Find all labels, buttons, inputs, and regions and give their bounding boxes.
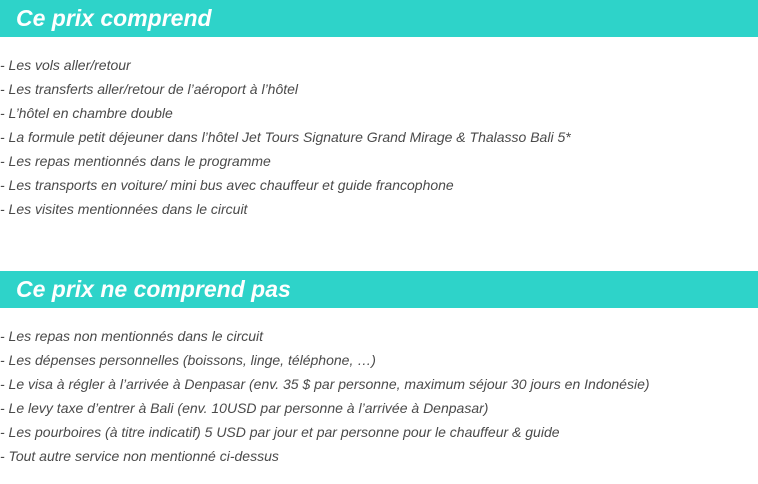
excludes-item: - Tout autre service non mentionné ci-dessus	[0, 448, 279, 464]
excludes-item: - Les dépenses personnelles (boissons, linge, téléphone, …)	[0, 352, 376, 368]
includes-item: - Les transferts aller/retour de l’aéroport à l’hôtel	[0, 81, 299, 97]
excludes-item: - Les pourboires (à titre indicatif) 5 USD par jour et par personne pour le chauffeur & guide	[0, 424, 560, 440]
excludes-item: - Les repas non mentionnés dans le circuit	[0, 328, 264, 344]
excludes-header	[0, 271, 758, 308]
includes-header	[0, 0, 758, 37]
includes-item: - La formule petit déjeuner dans l’hôtel Jet Tours Signature Grand Mirage & Thalasso Bali 5*	[0, 129, 571, 145]
excludes-list	[0, 324, 650, 468]
includes-item: - Les vols aller/retour	[0, 57, 131, 73]
includes-list	[0, 53, 571, 221]
excludes-item: - Le levy taxe d’entrer à Bali (env. 10USD par personne à l’arrivée à Denpasar)	[0, 400, 489, 416]
excludes-title: Ce prix ne comprend pas	[16, 276, 291, 302]
includes-item: - L’hôtel en chambre double	[0, 105, 173, 121]
includes-item: - Les transports en voiture/ mini bus avec chauffeur et guide francophone	[0, 177, 454, 193]
includes-item: - Les repas mentionnés dans le programme	[0, 153, 271, 169]
includes-item: - Les visites mentionnées dans le circuit	[0, 201, 248, 217]
includes-title: Ce prix comprend	[16, 5, 212, 31]
excludes-item: - Le visa à régler à l’arrivée à Denpasar (env. 35 $ par personne, maximum séjour 30 jours en Indonésie)	[0, 376, 650, 392]
